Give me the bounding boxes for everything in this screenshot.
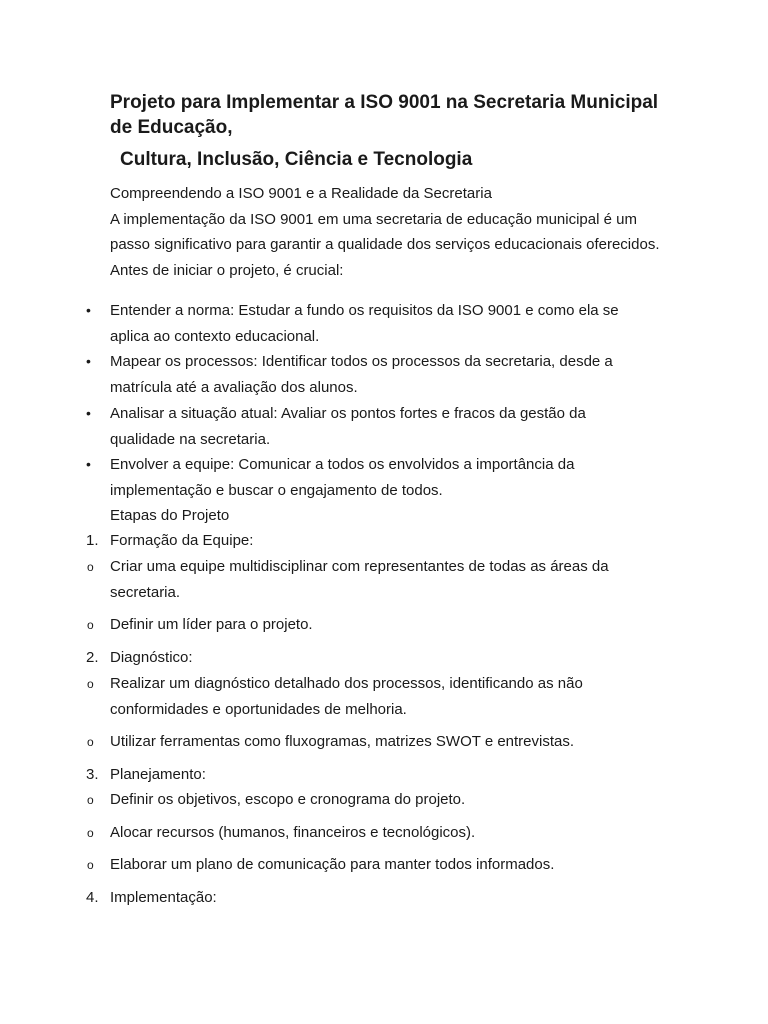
list-item-text: Mapear os processos: Identificar todos os processos da secretaria, desde a matrícula até a avaliação dos alunos. (110, 353, 613, 397)
bullet-marker: • (86, 404, 91, 421)
list-item-text: Entender a norma: Estudar a fundo os requisitos da ISO 9001 e como ela se aplica ao contexto educacional. (110, 302, 619, 345)
bullet-marker: • (86, 353, 91, 370)
step-label: Formação da Equipe: (110, 532, 254, 549)
step-number: 1. (86, 532, 99, 549)
list-item (0, 452, 650, 503)
sub-item-text: Realizar um diagnóstico detalhado dos processos, identificando as não conformidades e oportunidades de melhoria. (110, 675, 583, 718)
sub-marker: o (87, 735, 94, 749)
sub-item-text: Utilizar ferramentas como fluxogramas, matrizes SWOT e entrevistas. (110, 733, 575, 750)
intro-heading: Compreendendo a ISO 9001 e a Realidade da Secretaria (110, 185, 492, 202)
list-item (0, 349, 650, 400)
bullet-list (0, 298, 768, 504)
list-item-text: Envolver a equipe: Comunicar a todos os envolvidos a importância da implementação e buscar o engajamento de todos. (110, 456, 575, 499)
sub-item-text: Definir um líder para o projeto. (110, 616, 313, 633)
list-item (0, 298, 650, 349)
intro-paragraph: A implementação da ISO 9001 em uma secretaria de educação municipal é um passo significativo para garantir a qualidade dos serviços educacionais oferecidos. Antes de iniciar o projeto, é crucial: (110, 210, 660, 280)
steps-heading: Etapas do Projeto (110, 507, 230, 524)
sub-item-text: Definir os objetivos, escopo e cronograma do projeto. (110, 791, 466, 808)
bullet-marker: • (86, 302, 91, 318)
bullet-marker: • (86, 456, 91, 473)
sub-marker: o (87, 793, 94, 807)
step-number: 3. (86, 766, 99, 783)
document-subtitle: Cultura, Inclusão, Ciência e Tecnologia (120, 149, 473, 170)
sub-marker: o (87, 618, 94, 632)
step-label: Implementação: (110, 889, 217, 906)
step-number: 4. (86, 889, 99, 906)
sub-marker: o (87, 677, 94, 691)
sub-marker: o (87, 826, 94, 840)
sub-item-text: Criar uma equipe multidisciplinar com representantes de todas as áreas da secretaria. (110, 558, 609, 601)
step-number: 2. (86, 649, 99, 666)
step-label: Planejamento: (110, 766, 206, 783)
document-title: Projeto para Implementar a ISO 9001 na Secretaria Municipal de Educação, (110, 92, 659, 138)
step-label: Diagnóstico: (110, 649, 193, 666)
sub-marker: o (87, 560, 94, 574)
sub-item-text: Alocar recursos (humanos, financeiros e tecnológicos). (110, 824, 476, 841)
intro-section (110, 181, 670, 284)
list-item (0, 401, 650, 452)
sub-item-text: Elaborar um plano de comunicação para manter todos informados. (110, 856, 555, 873)
list-item-text: Analisar a situação atual: Avaliar os pontos fortes e fracos da gestão da qualidade na secretaria. (110, 404, 586, 448)
sub-marker: o (87, 858, 94, 872)
